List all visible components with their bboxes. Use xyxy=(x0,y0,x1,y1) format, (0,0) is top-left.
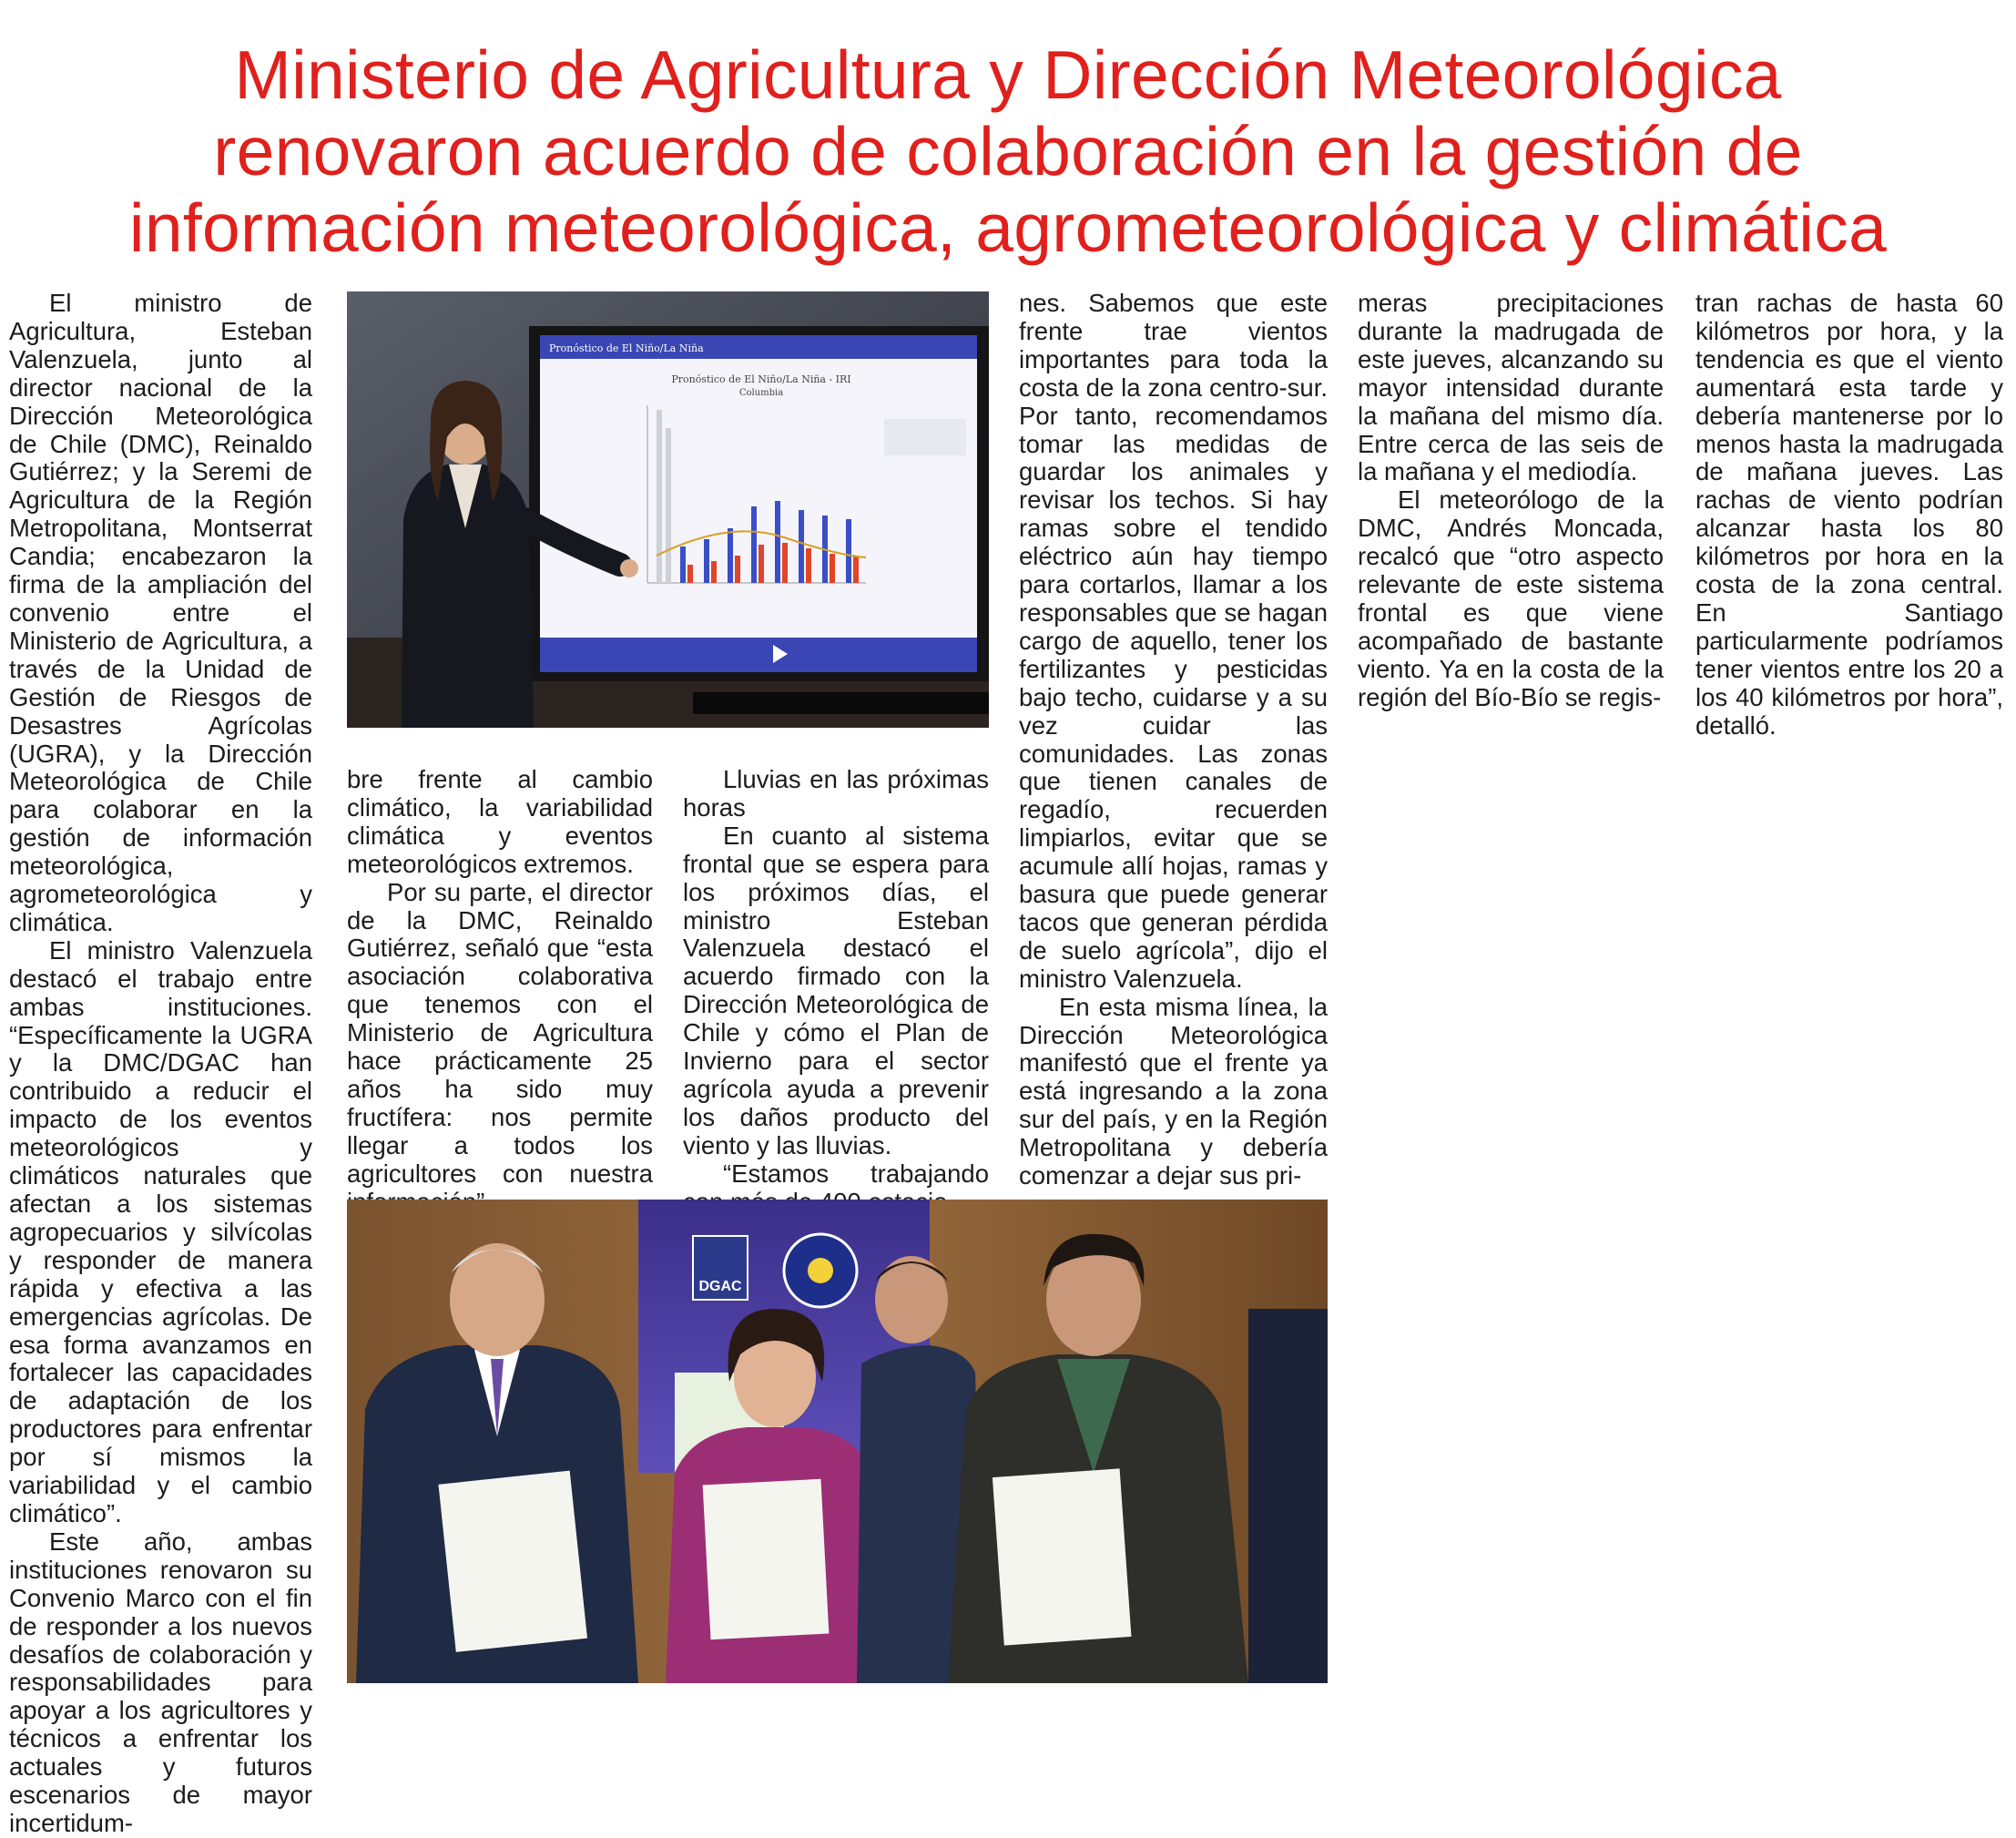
section-subheading: Lluvias en las próximas horas xyxy=(683,765,989,822)
slide-header: Pronóstico de El Niño/La Niña xyxy=(549,342,704,354)
article-column-5 xyxy=(1358,290,1664,712)
signed-document-right xyxy=(993,1468,1132,1645)
signed-document-center xyxy=(703,1479,830,1640)
cut-off-caption-line xyxy=(1358,1674,2003,1683)
signed-document-left xyxy=(438,1471,587,1652)
article-column-1 xyxy=(9,290,312,1838)
photo-presentation xyxy=(347,291,989,728)
signing-photo-illustration xyxy=(347,1200,1328,1683)
paragraph: El meteorólogo de la DMC, Andrés Moncada, recalcó que “otro aspecto relevante de este sistema frontal es que viene acompañado de bastante viento. Ya en la costa de la región del Bío-Bío se regis- xyxy=(1358,485,1664,711)
paragraph: meras precipitaciones durante la madrugada de este jueves, alcanzando su mayor intensidad durante la mañana del mismo día. Entre cerca de las seis de la mañana y el mediodía. xyxy=(1358,289,1664,486)
dgac-logo-text: DGAC xyxy=(698,1279,742,1294)
paragraph: Este año, ambas instituciones renovaron su Convenio Marco con el fin de responder a los nuevos desafíos de colaboración y responsabilidades para apoyar a los agricultores y técnicos a enfrentar los actuales y futuros escenarios de mayor incertidum- xyxy=(9,1527,312,1837)
paragraph: Por su parte, el director de la DMC, Reinaldo Gutiérrez, señaló que “esta asociación colaborativa que tenemos con el Ministerio de Agricultura hace prácticamente 25 años ha sido muy fructífera: nos permite llegar a todos los agricultores con nuestra xyxy=(347,877,653,1188)
slide-chart-title: Pronóstico de El Niño/La Niña - IRI xyxy=(671,373,851,385)
article-column-3 xyxy=(683,766,989,1217)
paragraph: El ministro Valenzuela destacó el trabajo entre ambas instituciones. “Específicamente la UGRA y la DMC/DGAC han contribuido a reducir el impacto de los eventos meteorológicos y climáticos naturales que afectan a los sistemas agropecuarios y silvícolas y responder de manera rápida y efectiva a las emergencias agrícolas. De esa forma avanzamos en fortalecer las capacidades de adaptación de los productores para enfrentar por sí mismos la variabilidad y el cambio climático”. xyxy=(9,935,312,1527)
tv-screen xyxy=(540,335,977,672)
headline-line-2: renovaron acuerdo de colaboración en la gestión de xyxy=(213,113,1803,189)
headline-line-3: información meteorológica, agrometeorológica y climática xyxy=(128,189,1888,266)
paragraph: “Estamos trabajando xyxy=(723,1159,989,1188)
article-column-6 xyxy=(1695,290,2003,740)
article-column-4 xyxy=(1019,290,1328,1190)
paragraph: tran rachas de hasta 60 kilómetros por hora, y la tendencia es que el viento aumentará esta tarde y debería mantenerse por lo menos hasta la madrugada de mañana jueves. Las rachas de viento podrían alcanzar hasta los 80 kilómetros por hora en la costa de la zona central. En Santiago particularmente podríamos tener vientos entre los 20 a los 40 kilómetros por hora”, detalló. xyxy=(1695,289,2003,740)
paragraph: nes. Sabemos que este frente trae vientos importantes para toda la costa de la zona centro-sur. Por tanto, recomendamos tomar las medidas de guardar los animales y revisar los techos. Si hay ramas sobre el tendido eléctrico aún hay tiempo para cortarlos, llamar a los responsables que se hagan cargo de aquello, tener los fertilizantes y pesticidas bajo techo, cuidarse y a su vez cuidar las comunidades. Las zonas que tienen canales de regadío, recuerden limpiarlos, evitar que se acumule allí hojas, ramas y basura que puede generar tacos que generan pérdida de suelo agrícola”, dijo el ministro Valenzuela. xyxy=(1019,289,1328,993)
headline-line-1: Ministerio de Agricultura y Dirección Meteorológica xyxy=(234,36,1782,113)
article-column-2 xyxy=(347,766,653,1217)
paragraph: bre frente al cambio climático, la variabilidad climática y eventos meteorológicos extremos. xyxy=(347,765,653,878)
paragraph: En cuanto al sistema frontal que se espera para los próximos días, el ministro Esteban Valenzuela destacó el acuerdo firmado con la Dirección Meteorológica de Chile y cómo el Plan de Invierno para el sector agrícola ayuda a prevenir los daños producto del viento y las lluvias. xyxy=(683,821,989,1159)
article-headline xyxy=(36,36,1980,266)
paragraph: El ministro de Agricultura, Esteban Valenzuela, junto al director nacional de la Dirección Meteorológica de Chile (DMC), Reinaldo Gutiérrez; y la Seremi de Agricultura de la Región Metropolitana, Montserrat Candia; encabezaron la firma de la ampliación del convenio entre el Ministerio de Agricultura, a través de la Unidad de Gestión de Riesgos de Desastres Agrícolas (UGRA), y la Dirección Meteorológica de Chile para colaborar en la gestión de información meteorológica, agrometeorológica y climática. xyxy=(9,289,312,936)
photo-signing-ceremony xyxy=(347,1200,1328,1683)
presentation-photo-illustration xyxy=(347,291,989,728)
paragraph: En esta misma línea, la Dirección Meteorológica manifestó que el frente ya está ingresando a la zona sur del país, y en la Región Metropolitana y debería comenzar a dejar sus pri- xyxy=(1019,992,1328,1190)
slide-chart-subtitle: Columbia xyxy=(738,388,784,398)
